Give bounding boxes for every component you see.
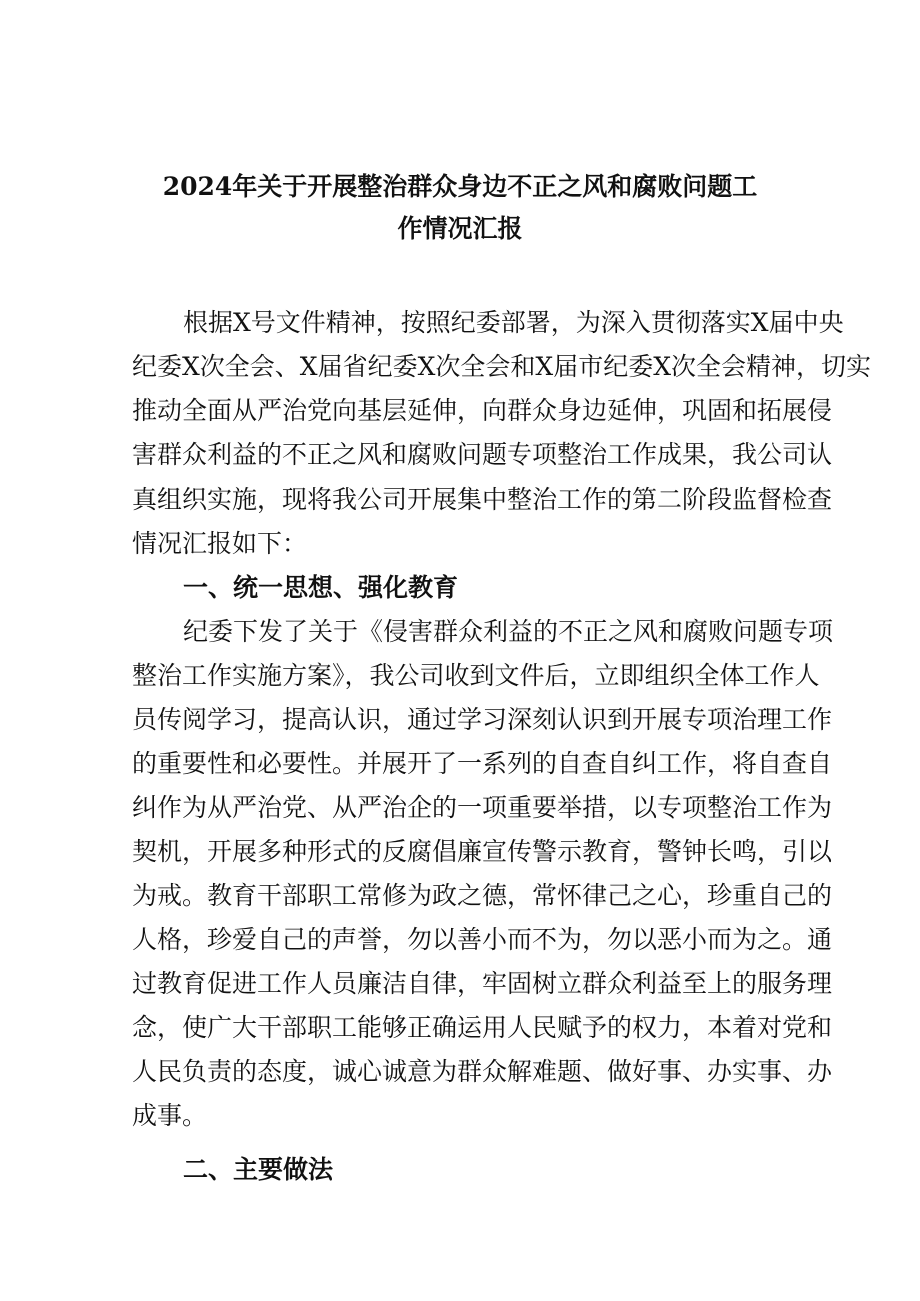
section-1-line: 念，使广大干部职工能够正确运用人民赋予的权力，本着对党和 — [132, 1013, 833, 1042]
section-1-heading: 一、统一思想、强化教育 — [183, 573, 459, 602]
section-1-line: 契机，开展多种形式的反腐倡廉宣传警示教育，警钟长鸣，引以 — [132, 837, 833, 866]
section-1-line: 纠作为从严治党、从严治企的一项重要举措，以专项整治工作为 — [132, 793, 833, 822]
document-title-line-1: 2024年关于开展整治群众身边不正之风和腐败问题工 — [162, 172, 758, 201]
section-1-line: 为戒。教育干部职工常修为政之德，常怀律己之心，珍重自己的 — [132, 881, 833, 910]
section-2-heading: 二、主要做法 — [183, 1155, 334, 1184]
intro-line: 纪委X次全会、X届省纪委X次全会和X届市纪委X次全会精神，切实 — [132, 352, 871, 381]
intro-line: 推动全面从严治党向基层延伸，向群众身边延伸，巩固和拓展侵 — [132, 396, 833, 425]
intro-line: 根据X号文件精神，按照纪委部署，为深入贯彻落实X届中央 — [183, 308, 844, 337]
section-1-line: 成事。 — [132, 1101, 208, 1130]
intro-line: 情况汇报如下： — [132, 529, 308, 558]
intro-line: 真组织实施，现将我公司开展集中整治工作的第二阶段监督检查 — [132, 485, 833, 514]
section-1-line: 的重要性和必要性。并展开了一系列的自查自纠工作，将自查自 — [132, 749, 833, 778]
section-1-line: 整治工作实施方案》，我公司收到文件后，立即组织全体工作人 — [132, 661, 820, 690]
section-1-line: 纪委下发了关于《侵害群众利益的不正之风和腐败问题专项 — [183, 617, 834, 646]
section-1-line: 员传阅学习，提高认识，通过学习深刻认识到开展专项治理工作 — [132, 705, 833, 734]
intro-line: 害群众利益的不正之风和腐败问题专项整治工作成果，我公司认 — [132, 440, 833, 469]
section-1-line: 人民负责的态度，诚心诚意为群众解难题、做好事、办实事、办 — [132, 1057, 833, 1086]
section-1-line: 过教育促进工作人员廉洁自律，牢固树立群众利益至上的服务理 — [132, 969, 833, 998]
document-title-line-2: 作情况汇报 — [397, 214, 523, 243]
section-1-line: 人格，珍爱自己的声誉，勿以善小而不为，勿以恶小而为之。通 — [132, 925, 833, 954]
